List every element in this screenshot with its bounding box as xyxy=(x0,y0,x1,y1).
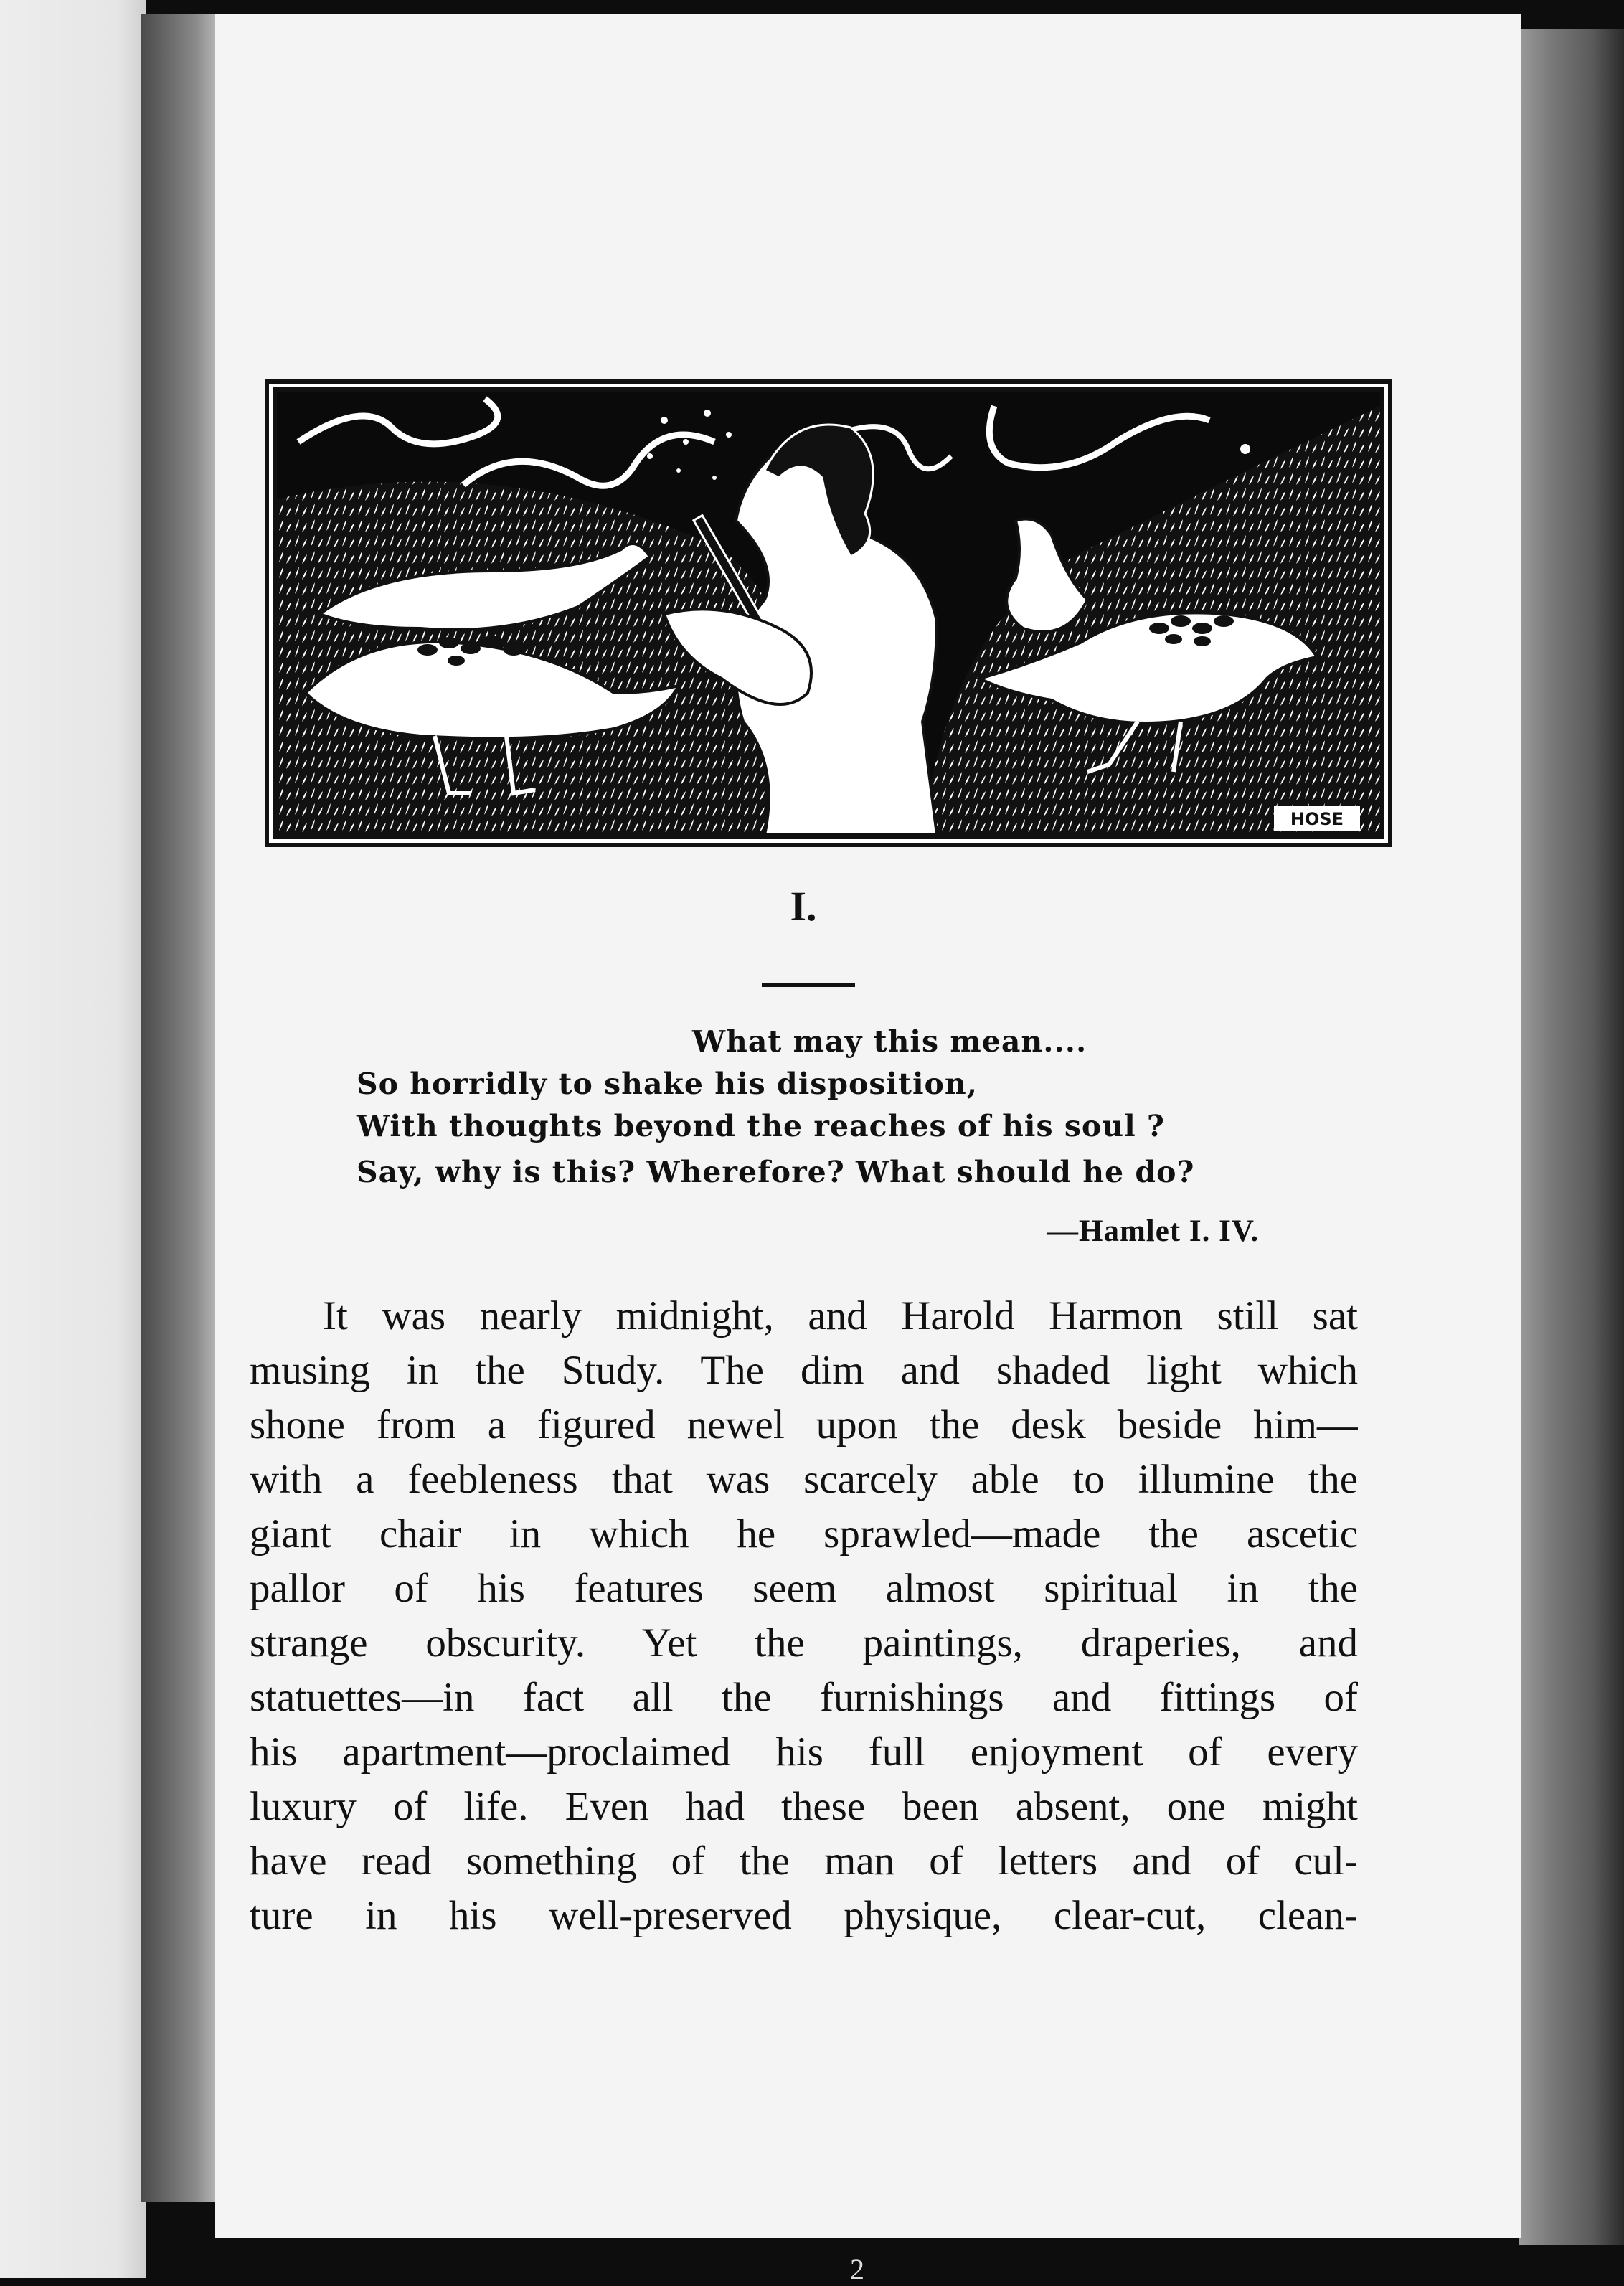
chapter-illustration xyxy=(273,387,1384,839)
body-line: luxury of life. Even had these been absent, one might xyxy=(250,1784,1358,1829)
body-line: It was nearly midnight, and Harold Harmon still sat xyxy=(323,1293,1358,1338)
epigraph-line: What may this mean.... xyxy=(692,1024,1087,1059)
page-mark: 2 xyxy=(850,2253,864,2285)
body-line: musing in the Study. The dim and shaded light which xyxy=(250,1348,1358,1393)
body-line: statuettes—in fact all the furnishings and fittings of xyxy=(250,1675,1358,1720)
epigraph-attribution: —Hamlet I. IV. xyxy=(1047,1214,1260,1248)
artist-signature: HOSE xyxy=(1290,809,1344,829)
body-line: pallor of his features seem almost spiritual in the xyxy=(250,1566,1358,1611)
body-line: giant chair in which he sprawled—made the ascetic xyxy=(250,1511,1358,1557)
body-line: shone from a figured newel upon the desk beside him— xyxy=(250,1402,1358,1447)
facing-page xyxy=(0,0,146,2278)
body-line: his apartment—proclaimed his full enjoyment of every xyxy=(250,1729,1358,1775)
page-edge xyxy=(1519,29,1624,2245)
body-line: with a feebleness that was scarcely able to illumine the xyxy=(250,1457,1358,1502)
body-line: ture in his well-preserved physique, clear-cut, clean- xyxy=(250,1893,1358,1938)
body-line: have read something of the man of letters and of cul- xyxy=(250,1838,1358,1884)
body-line: strange obscurity. Yet the paintings, draperies, and xyxy=(250,1620,1358,1666)
heading-rule xyxy=(762,983,855,987)
epigraph-line: Say, why is this? Wherefore? What should he do? xyxy=(357,1155,1195,1189)
chapter-numeral: I. xyxy=(790,883,817,930)
epigraph-line: So horridly to shake his disposition, xyxy=(357,1067,978,1101)
book-gutter xyxy=(141,14,219,2202)
epigraph-line: With thoughts beyond the reaches of his soul ? xyxy=(357,1109,1165,1143)
